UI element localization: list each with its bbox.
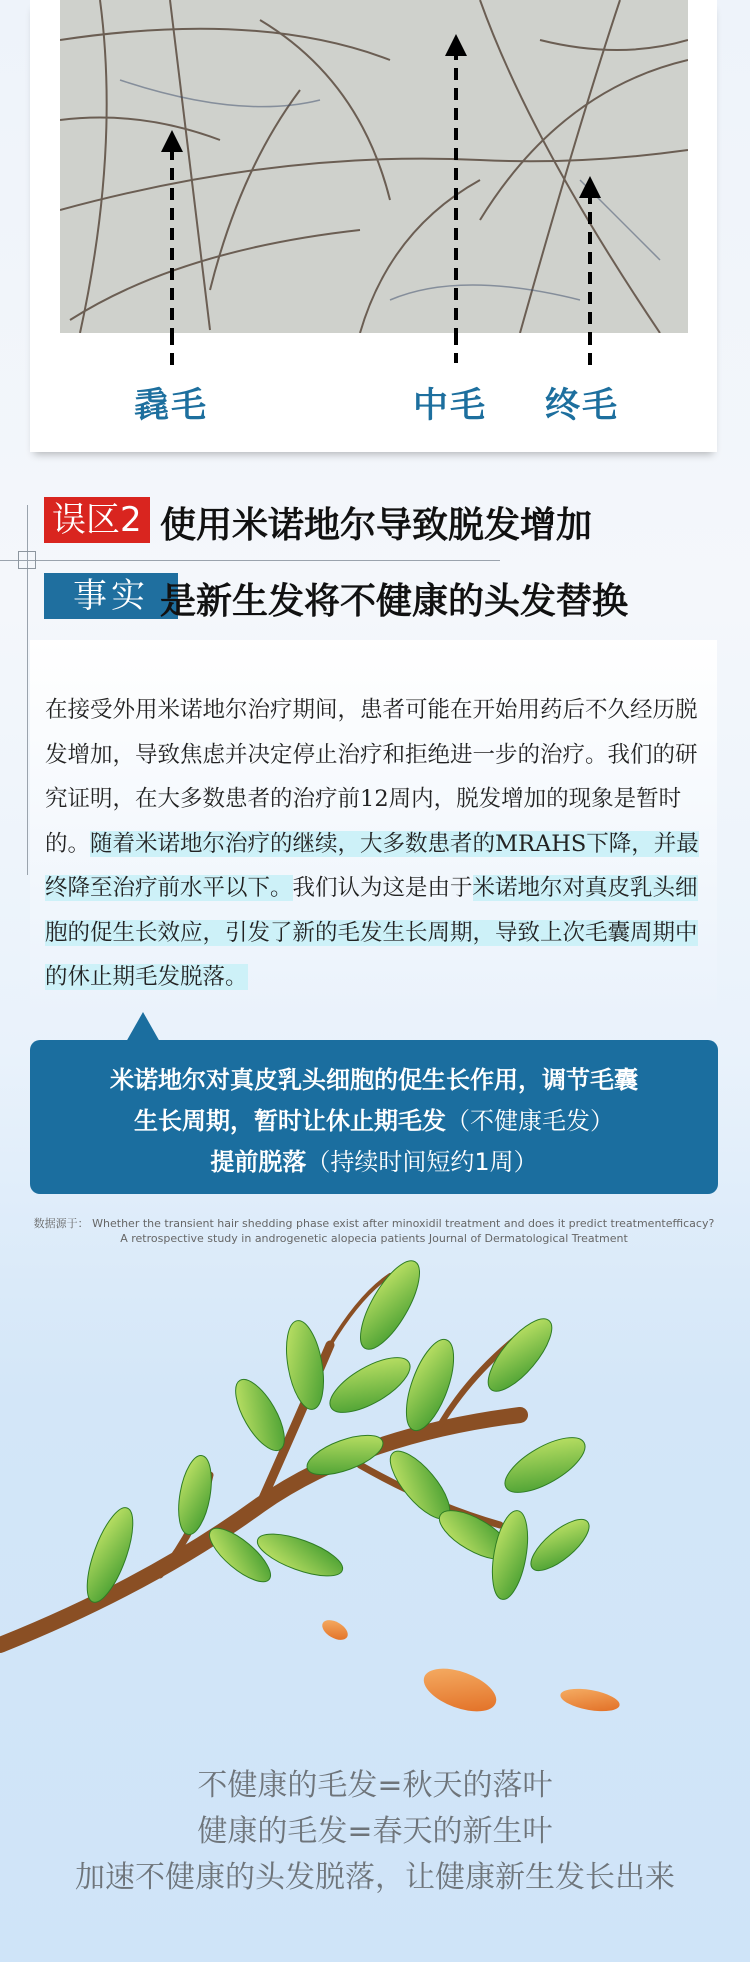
fact-heading: 是新生发将不健康的头发替换 — [160, 581, 629, 622]
callout-pointer — [126, 1012, 160, 1042]
callout-line: 提前脱落（持续时间短约1周） — [210, 1148, 538, 1176]
caption-healthy: 健康的毛发=春天的新生叶 — [197, 1814, 553, 1849]
explanation-paragraph — [45, 688, 705, 1000]
caption-summary: 加速不健康的头发脱落，让健康新生发长出来 — [75, 1860, 675, 1895]
paragraph-highlight: 随着米诺地尔治疗的继续，大多数患者的MRAHS下降，并最终降至治疗前水平以下。 — [45, 830, 699, 901]
caption-unhealthy: 不健康的毛发=秋天的落叶 — [197, 1768, 553, 1803]
paragraph-text: 在接受外用米诺地尔治疗期间，患者可能在开始用药后不久经历脱发增加，导致焦虑并决定停止治疗和拒绝进一步的治疗。我们的研究证明，在大多数患者的治疗前12周内，脱发增加的现象是暂时的。 — [45, 697, 698, 857]
citation-line: 数据源于： Whether the transient hair shedding phase exist after minoxidil treatment and does it predict treatmentefficacy? — [33, 1217, 715, 1230]
vellus-hair-label: 毳毛 — [134, 386, 209, 426]
guide-anchor-icon — [18, 551, 36, 569]
guide-line-horizontal — [0, 560, 500, 561]
paragraph-text: 我们认为这是由于 — [292, 875, 473, 901]
callout-line: 生长周期，暂时让休止期毛发（不健康毛发） — [134, 1107, 614, 1135]
citation-line: A retrospective study in androgenetic alopecia patients Journal of Dermatological Treatment — [120, 1232, 628, 1245]
myth-tag: 误区2 — [44, 497, 150, 543]
callout-line: 米诺地尔对真皮乳头细胞的促生长作用，调节毛囊 — [110, 1066, 638, 1094]
intermediate-hair-label: 中毛 — [413, 386, 488, 426]
myth-heading: 使用米诺地尔导致脱发增加 — [160, 505, 593, 546]
fact-tag: 事实 — [44, 573, 178, 619]
arrow-extensions — [60, 333, 688, 373]
terminal-hair-label: 终毛 — [545, 386, 620, 426]
scalp-microscope-image — [60, 0, 688, 333]
citation — [30, 1216, 718, 1246]
callout-box — [30, 1040, 718, 1194]
branch-with-leaves-illustration — [0, 1255, 750, 1725]
paragraph-highlight: 米诺地尔对真皮乳头细胞的促生长效应，引发了新的毛发生长周期，导致上次毛囊周期中的休止期毛发脱落。 — [45, 875, 698, 990]
